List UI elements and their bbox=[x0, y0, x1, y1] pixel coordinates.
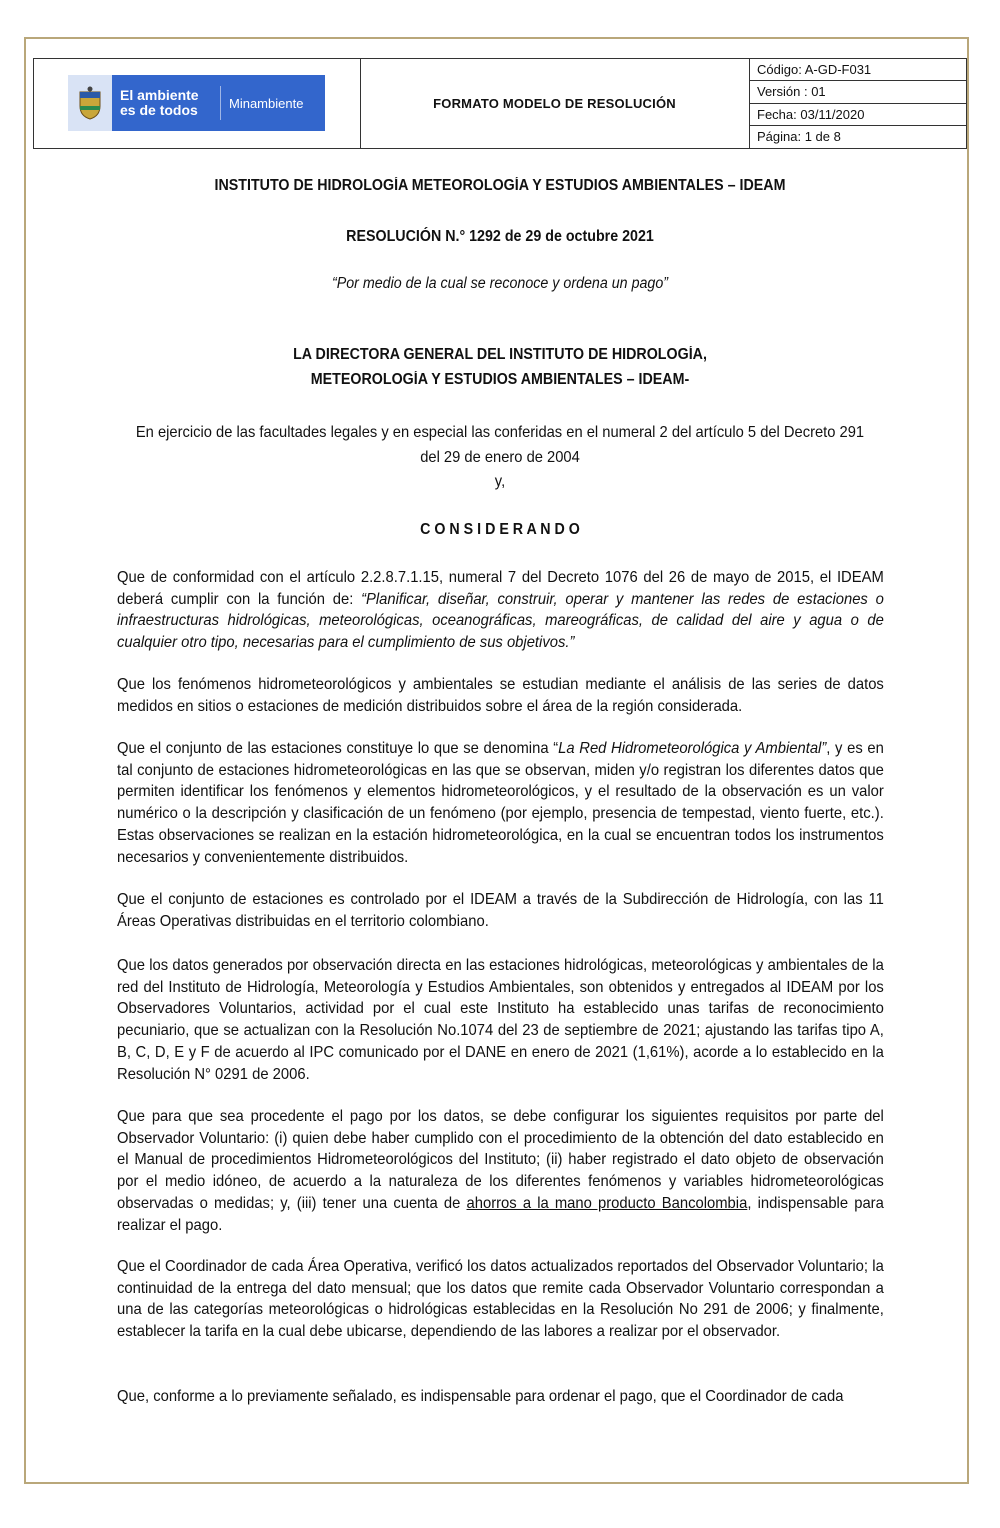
paragraph-1-quote: “Planificar, diseñar, construir, operar y mantener las redes de estaciones o infraestructuras hidrológicas, meteorológicas, oceanográficas, mareográficas, de calidad del aire y agua o de cualquier otro tipo, necesarias para el cumplimiento de sus objetivos.” bbox=[117, 590, 884, 652]
paragraph-5-text: Que los datos generados por observación directa en las estaciones hidrológicas, meteorológicas y ambientales de la red del Instituto de Hidrología, Meteorología y Estudios Ambientales, son obtenidos y entregados al IDEAM por los Observadores Voluntarios, actividad por el cual este Instituto ha establecido unas tarifas de reconocimiento pecuniario, que se actualizan con la Resolución No.1074 del 23 de septiembre de 2021; ajustando las tarifas tipo A, B, C, D, E y F de acuerdo al IPC comunicado por el DANE en enero de 2021 (1,61%), acorde a lo establecido en la Resolución N° 0291 de 2006. bbox=[117, 957, 884, 1083]
logo-cell bbox=[34, 59, 361, 148]
considerando-heading: C O N S I D E R A N D O bbox=[420, 521, 580, 538]
director-heading-line1: LA DIRECTORA GENERAL DEL INSTITUTO DE HIDROLOGÍA, bbox=[293, 346, 707, 363]
paragraph-2-text: Que los fenómenos hidrometeorológicos y ambientales se estudian mediante el análisis de las series de datos medidos en sitios o estaciones de medición distribuidos sobre el área de la región considerada. bbox=[117, 676, 884, 715]
paragraph-7 bbox=[117, 1256, 884, 1343]
paragraph-4-text: Que el conjunto de estaciones es controlado por el IDEAM a través de la Subdirección de Hidrología, con las 11 Áreas Operativas distribuidas en el territorio colombiano. bbox=[117, 891, 884, 930]
page-number: Página: 1 de 8 bbox=[757, 128, 841, 144]
paragraph-6-text-b: , indispensable para realizar el pago. bbox=[117, 1194, 884, 1234]
paragraph-3-text-b: , y es en tal conjunto de estaciones hidrometeorológicas en las que se observan, miden y/o registran los diferentes datos que permiten identificar los fenómenos y elementos hidrometeorológicos, y el resultado de la observación es un valor numérico o la descripción y clasificación de un fenómeno (por ejemplo, presencia de tempestad, viento fuerte, etc.). Estas observaciones se realizan en la estación hidrometeorológica, en la cual se encuentran todos los instrumentos necesarios y convenientemente distribuidos. bbox=[117, 740, 884, 866]
paragraph-1 bbox=[117, 567, 884, 654]
paragraph-3-text-a: Que el conjunto de las estaciones constituye lo que se denomina “ bbox=[117, 740, 559, 757]
coat-of-arms-icon bbox=[68, 75, 112, 131]
director-heading-line2: METEOROLOGÍA Y ESTUDIOS AMBIENTALES – IDEAM- bbox=[310, 371, 690, 388]
paragraph-2 bbox=[117, 674, 884, 717]
paragraph-7-text: Que el Coordinador de cada Área Operativa, verificó los datos actualizados reportados del Observador Voluntario; la continuidad de la entrega del dato mensual; que los datos que remite cada Observador Voluntario correspondan a una de las categorías meteorológicas o hidrológicas establecidas en la Resolución No 291 de 2006; y finalmente, establecer la tarifa en la cual debe ubicarse, dependiendo de las labores a realizar por el observador. bbox=[117, 1258, 884, 1341]
form-version: Versión : 01 bbox=[749, 81, 966, 103]
paragraph-6-underlined: ahorros a la mano producto Bancolombia bbox=[466, 1194, 748, 1212]
paragraph-8 bbox=[117, 1386, 884, 1408]
resolution-title: RESOLUCIÓN N.° 1292 de 29 de octubre 2021 bbox=[346, 228, 654, 245]
logo-slogan: El ambiente es de todos bbox=[120, 87, 199, 118]
logo-divider bbox=[220, 86, 221, 120]
paragraph-8-text: Que, conforme a lo previamente señalado, es indispensable para ordenar el pago, que el Coordinador de cada bbox=[117, 1388, 844, 1405]
form-date: Fecha: 03/11/2020 bbox=[749, 104, 966, 126]
powers-line1: En ejercicio de las facultades legales y en especial las conferidas en el numeral 2 del artículo 5 del Decreto 291 bbox=[135, 424, 865, 441]
form-title-cell bbox=[360, 59, 750, 148]
form-title: FORMATO MODELO DE RESOLUCIÓN bbox=[433, 96, 676, 111]
conjunction: y, bbox=[494, 473, 506, 490]
paragraph-6-text-a: Que para que sea procedente el pago por los datos, se debe configurar los siguientes requisitos por parte del Observador Voluntario: (i) quien debe haber cumplido con el procedimiento de la obtención del dato establecido en el Manual de procedimientos Hidrometeorológicos del Instituto; (ii) haber registrado el dato objeto de observación por el medio idóneo, de acuerdo a la naturaleza de los diferentes fenómenos y variables hidrometeorológicas observadas o medidas; y, (iii) tener una cuenta de bbox=[117, 1108, 884, 1212]
paragraph-3 bbox=[117, 738, 884, 868]
document-header bbox=[33, 58, 967, 149]
paragraph-6 bbox=[117, 1106, 884, 1236]
form-meta-cell bbox=[749, 59, 966, 148]
resolution-subtitle: “Por medio de la cual se reconoce y ordena un pago” bbox=[331, 275, 669, 292]
paragraph-4 bbox=[117, 889, 884, 932]
institute-title: INSTITUTO DE HIDROLOGÍA METEOROLOGÍA Y ESTUDIOS AMBIENTALES – IDEAM bbox=[214, 177, 786, 194]
paragraph-3-quote: La Red Hidrometeorológica y Ambiental” bbox=[558, 740, 827, 757]
paragraph-5 bbox=[117, 955, 884, 1085]
form-code: Código: A-GD-F031 bbox=[749, 59, 966, 81]
minambiente-logo bbox=[68, 75, 325, 131]
paragraph-1-text: Que de conformidad con el artículo 2.2.8.7.1.15, numeral 7 del Decreto 1076 del 26 de mayo de 2015, el IDEAM deberá cumplir con la función de: bbox=[117, 569, 884, 608]
powers-line2: del 29 de enero de 2004 bbox=[420, 449, 580, 466]
logo-ministry: Minambiente bbox=[229, 95, 304, 111]
